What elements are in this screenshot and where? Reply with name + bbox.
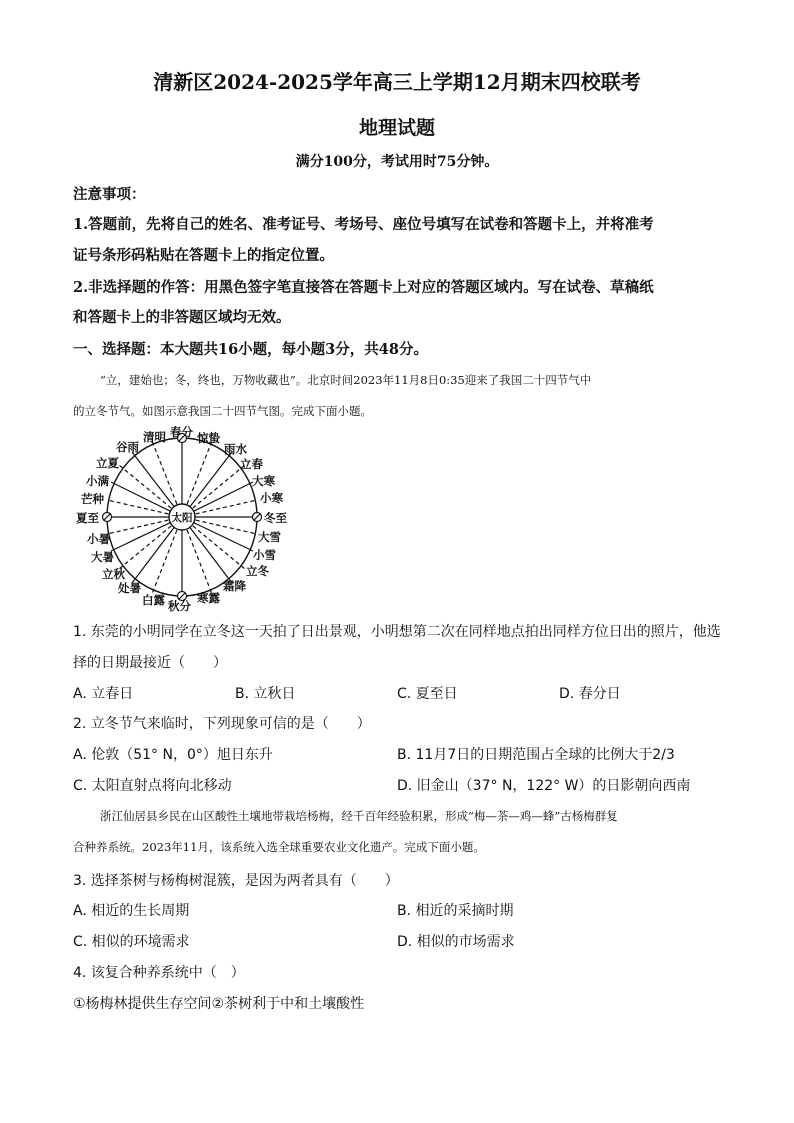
term-summer-solstice: 夏至 xyxy=(76,511,99,525)
term-lixia: 立夏 xyxy=(96,456,119,470)
term-lichun: 立春 xyxy=(240,457,263,471)
term-guyu: 谷雨 xyxy=(116,440,139,454)
term-xiaoshu: 小暑 xyxy=(87,532,110,546)
score-time-note: 满分100分，考试用时75分钟。 xyxy=(295,154,499,170)
term-mangzhong: 芒种 xyxy=(81,492,104,506)
term-qingming: 清明 xyxy=(143,430,166,444)
notice-item-2-line-2: 和答题卡上的非答题区域均无效。 xyxy=(73,309,291,326)
question-1-option-d[interactable]: D. 春分日 xyxy=(559,686,621,702)
question-2-option-c[interactable]: C. 太阳直射点将向北移动 xyxy=(73,778,232,794)
term-dahan: 大寒 xyxy=(252,474,275,488)
question-1-line-2: 择的日期最接近（ ） xyxy=(73,655,227,671)
question-3-option-b[interactable]: B. 相近的采摘时期 xyxy=(397,903,514,919)
term-lidong: 立冬 xyxy=(246,564,269,578)
question-3-option-a[interactable]: A. 相近的生长周期 xyxy=(73,903,190,919)
question-3-option-d[interactable]: D. 相似的市场需求 xyxy=(397,934,515,950)
term-jingzhe: 惊蛰 xyxy=(197,431,220,445)
notice-item-1-line-1: 1.答题前，先将自己的姓名、准考证号、考场号、座位号填写在试卷和答题卡上，并将准考 xyxy=(73,216,654,233)
question-4-statement-1: ①杨梅林提供生存空间②茶树利于中和土壤酸性 xyxy=(73,996,365,1012)
term-hanlu: 寒露 xyxy=(197,591,220,605)
term-winter-solstice: 冬至 xyxy=(264,511,287,525)
term-dashu: 大暑 xyxy=(91,550,114,564)
term-daxue: 大雪 xyxy=(258,530,281,544)
term-spring-equinox: 春分 xyxy=(170,425,193,439)
subject-title: 地理试题 xyxy=(358,117,435,139)
question-2-option-b[interactable]: B. 11月7日的日期范围占全球的比例大于2/3 xyxy=(397,747,675,763)
term-bailu: 白露 xyxy=(142,593,165,607)
question-1-option-a[interactable]: A. 立春日 xyxy=(73,686,134,702)
term-xiaoxue: 小雪 xyxy=(253,548,276,562)
term-yushui: 雨水 xyxy=(224,442,247,456)
notice-item-1-line-2: 证号条形码粘贴在答题卡上的指定位置。 xyxy=(73,247,334,264)
notice-item-2-line-1: 2.非选择题的作答：用黑色签字笔直接答在答题卡上对应的答题区域内。写在试卷、草稿纸 xyxy=(73,279,654,296)
question-1-line-1: 1. 东莞的小明同学在立冬这一天拍了日出景观，小明想第二次在同样地点拍出同样方位日出的照片，他选 xyxy=(73,624,721,640)
solar-terms-diagram xyxy=(72,420,302,615)
term-chushu: 处暑 xyxy=(118,581,141,595)
question-2-option-a[interactable]: A. 伦敦（51° N，0°）旭日东升 xyxy=(73,747,273,763)
question-3-stem: 3. 选择茶树与杨梅树混簇，是因为两者具有（ ） xyxy=(73,873,399,889)
notice-heading: 注意事项： xyxy=(73,186,146,203)
term-xiaohan: 小寒 xyxy=(260,491,283,505)
question-1-option-b[interactable]: B. 立秋日 xyxy=(235,686,296,702)
passage-2-line-1: 浙江仙居县乡民在山区酸性土壤地带栽培杨梅，经千百年经验积累，形成“梅—茶—鸡—蜂”古杨梅群复 xyxy=(100,809,618,823)
passage-1-line-1: “立，建始也；冬，终也，万物收藏也”。北京时间2023年11月8日0:35迎来了我国二十四节气中 xyxy=(100,373,592,387)
term-liqiu: 立秋 xyxy=(102,567,125,581)
question-3-option-c[interactable]: C. 相似的环境需求 xyxy=(73,934,190,950)
passage-1-line-2: 的立冬节气。如图示意我国二十四节气图。完成下面小题。 xyxy=(73,404,372,418)
term-xiaoman: 小满 xyxy=(86,474,109,488)
term-autumn-equinox: 秋分 xyxy=(168,599,191,613)
sun-label: 太阳 xyxy=(171,512,193,524)
question-4-stem: 4. 该复合种养系统中（ ） xyxy=(73,965,245,981)
term-shuangjiang: 霜降 xyxy=(223,579,246,593)
section-heading: 一、选择题：本大题共16小题，每小题3分，共48分。 xyxy=(73,341,428,358)
question-2-stem: 2. 立冬节气来临时，下列现象可信的是（ ） xyxy=(73,716,371,732)
exam-title: 清新区2024-2025学年高三上学期12月期末四校联考 xyxy=(153,70,641,94)
question-2-option-d[interactable]: D. 旧金山（37° N，122° W）的日影朝向西南 xyxy=(397,778,691,794)
passage-2-line-2: 合种养系统。2023年11月，该系统入选全球重要农业文化遗产。完成下面小题。 xyxy=(73,840,485,854)
question-1-option-c[interactable]: C. 夏至日 xyxy=(397,686,458,702)
